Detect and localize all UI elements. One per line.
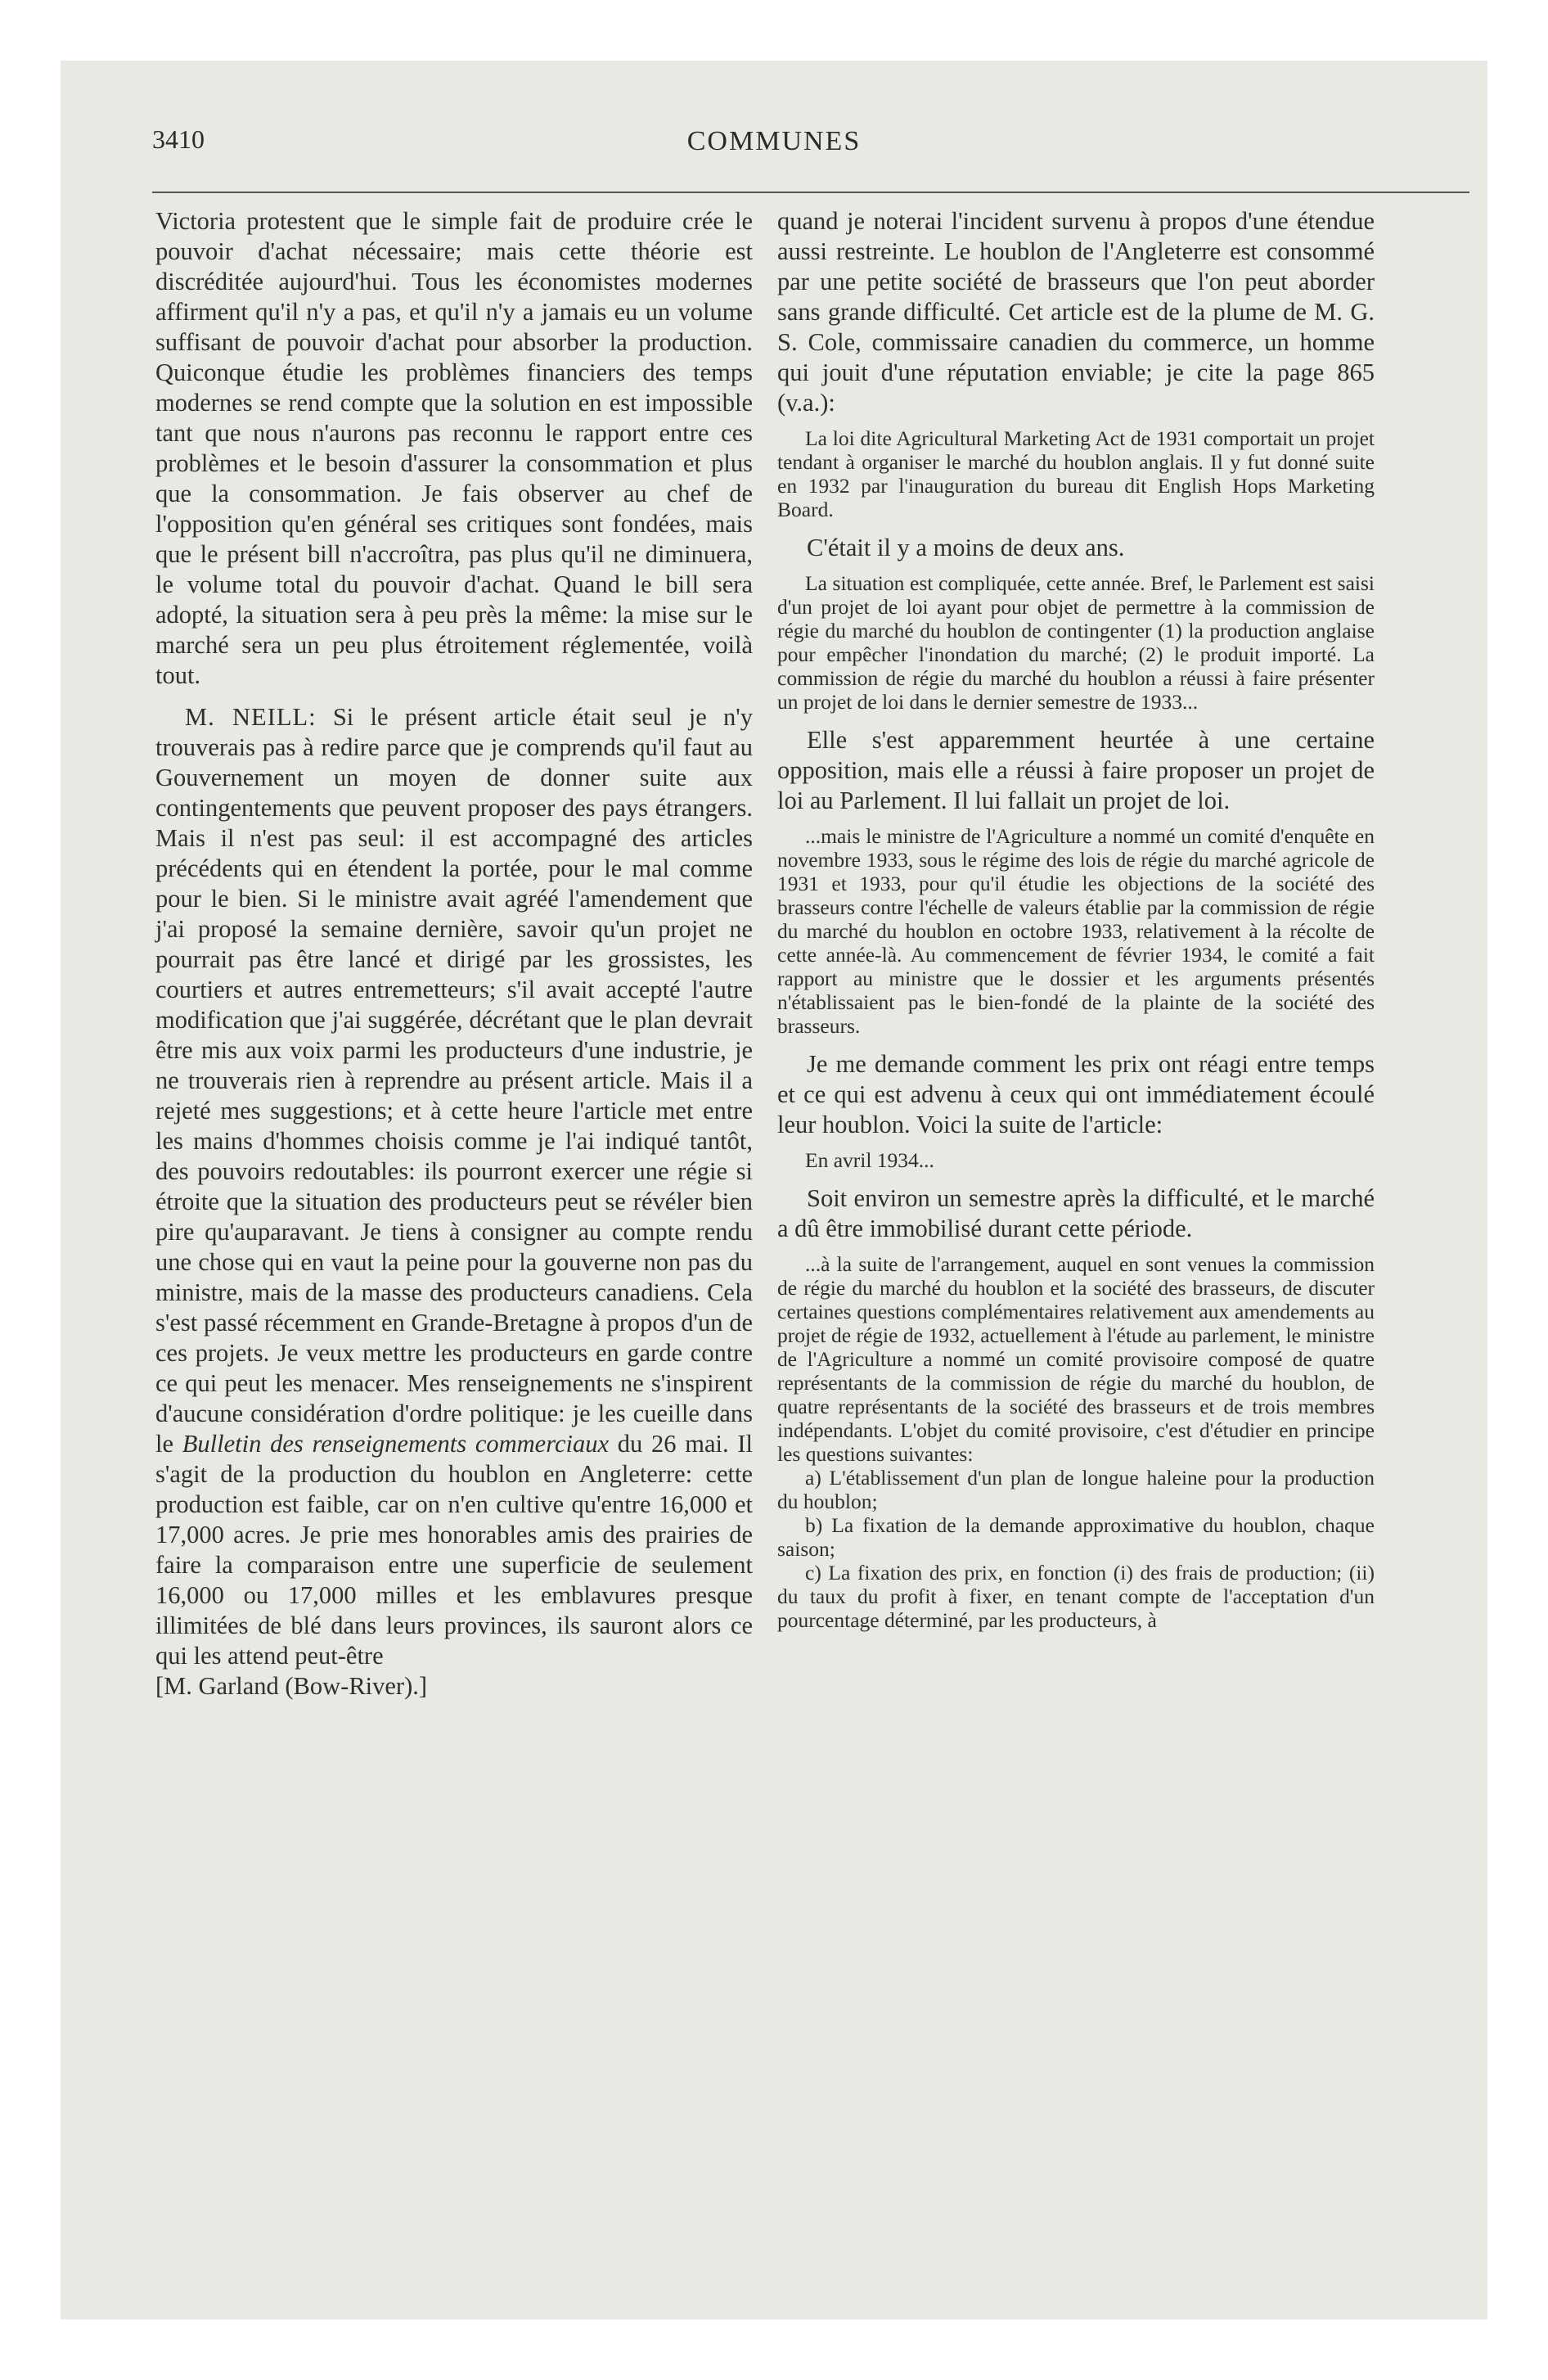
quotation: En avril 1934...: [805, 1148, 934, 1172]
list-item: a) L'établissement d'un plan de longue haleine pour la production du houblon;: [777, 1466, 1375, 1513]
paragraph: Victoria protestent que le simple fait de produire crée le pouvoir d'achat nécessaire; mais cette théorie est discréditée aujourd'hui. Tous les économistes modernes affirment qu'il n'y a pas, et qu'il n'y a jamais eu un volume suffisant de pouvoir d'achat pour absorber la production. Quiconque étudie les problèmes financiers des temps modernes se rend compte que la solution en est impossible tant que nous n'aurons pas reconnu le rapport entre ces problèmes et le besoin d'assurer la consommation et plus que la consommation. Je fais observer au chef de l'opposition qu'en général ses critiques sont fondées, mais que le présent bill n'accroîtra, pas plus qu'il ne diminuera, le volume total du pouvoir d'achat. Quand le bill sera adopté, la situation sera à peu près la même: la mise sur le marché sera un peu plus étroitement réglementée, voilà tout.: [155, 207, 753, 689]
list-item: b) La fixation de la demande approximative du houblon, chaque saison;: [777, 1513, 1375, 1561]
quotation: ...mais le ministre de l'Agriculture a nommé un comité d'enquête en novembre 1933, sous le régime des lois de régie du marché agricole de 1931 et 1933, pour qu'il étudie les objections de la société des brasseurs contre l'échelle de valeurs établie par la commission de régie du marché du houblon en octobre 1933, relativement à la récolte de cette année-là. Au commencement de février 1934, le comité a fait rapport au ministre que le dossier et les arguments présentés n'établissaient pas le bien-fondé de la plainte de la société des brasseurs.: [777, 824, 1375, 1038]
running-title: COMMUNES: [686, 126, 862, 156]
page-header: [61, 124, 1487, 160]
paragraph: quand je noterai l'incident survenu à propos d'une étendue aussi restreinte. Le houblon de l'Angleterre est consommé par une petite société de brasseurs que l'on peut aborder sans grande difficulté. Cet article est de la plume de M. G. S. Cole, commissaire canadien du commerce, un homme qui jouit d'une réputation enviable; je cite la page 865 (v.a.):: [777, 207, 1375, 417]
paragraph: Je me demande comment les prix ont réagi entre temps et ce qui est advenu à ceux qui ont immédiatement écoulé leur houblon. Voici la suite de l'article:: [777, 1050, 1375, 1138]
quotation: ...à la suite de l'arrangement, auquel en sont venues la commission de régie du marché du houblon et la société des brasseurs, de discuter certaines questions complémentaires relativement aux amendements au projet de régie de 1932, actuellement à l'étude au parlement, le ministre de l'Agriculture a nommé un comité provisoire composé de quatre représentants de la commission de régie du marché du houblon, de quatre représentants de la société des brasseurs et de trois membres indépendants. L'objet du comité provisoire, c'est d'étudier en principe les questions suivantes:: [777, 1252, 1375, 1466]
quotation: La situation est compliquée, cette année. Bref, le Parlement est saisi d'un projet de loi ayant pour objet de permettre à la commission de régie du marché du houblon de contingenter (1) la production anglaise pour empêcher l'inondation du marché; (2) le produit importé. La commission de régie du marché du houblon a réussi à faire présenter un projet de loi dans le dernier semestre de 1933...: [777, 571, 1375, 714]
right-column: [777, 206, 1375, 1632]
paragraph-neill: [155, 702, 753, 1671]
paragraph-text-tail: du 26 mai. Il s'agit de la production du houblon en Angleterre: cette production est faible, car on n'en cultive qu'entre 16,000 et 17,000 acres. Je prie mes honorables amis des prairies de faire la comparaison entre une superficie de seulement 16,000 ou 17,000 milles et les emblavures presque illimitées de blé dans leurs provinces, ils sauront alors ce qui les attend peut-être: [155, 1430, 753, 1670]
speaker-name: M. NEILL:: [185, 703, 317, 731]
scanned-page: [61, 61, 1487, 2319]
publication-title: Bulletin des renseignements commerciaux: [182, 1430, 609, 1458]
paragraph: C'était il y a moins de deux ans.: [807, 534, 1125, 561]
paragraph: Elle s'est apparemment heurtée à une certaine opposition, mais elle a réussi à faire proposer un projet de loi au Parlement. Il lui fallait un projet de loi.: [777, 726, 1375, 814]
quotation: La loi dite Agricultural Marketing Act de 1931 comportait un projet tendant à organiser le marché du houblon anglais. Il y fut donné suite en 1932 par l'inauguration du bureau dit English Hops Marketing Board.: [777, 426, 1375, 521]
paragraph: Soit environ un semestre après la difficulté, et le marché a dû être immobilisé durant cette période.: [777, 1184, 1375, 1242]
paragraph-text: Si le présent article était seul je n'y trouverais pas à redire parce que je comprends qu'il faut au Gouvernement un moyen de donner suite aux contingentements que peuvent proposer des pays étrangers. Mais il n'est pas seul: il est accompagné des articles précédents qui en étendent la portée, pour le mal comme pour le bien. Si le ministre avait agréé l'amendement que j'ai proposé la semaine dernière, savoir qu'un projet ne pourrait pas être lancé et dirigé par les grossistes, les courtiers et autres entremetteurs; s'il avait accepté l'autre modification que j'ai suggérée, décrétant que le plan devrait être mis aux voix parmi les producteurs d'une industrie, je ne trouverais rien à reprendre au présent article. Mais il a rejeté mes suggestions; et à cette heure l'article met entre les mains d'hommes choisis comme je l'ai indiqué tantôt, des pouvoirs redoutables: ils pourront exercer une régie si étroite que la situation des producteurs peut se révéler bien pire qu'auparavant. Je tiens à consigner au compte rendu une chose qui en vaut la peine pour la gouverne non pas du ministre, mais de la masse des producteurs canadiens. Cela s'est passé récemment en Grande-Bretagne à propos d'un de ces projets. Je veux mettre les producteurs en garde contre ce qui peut les menacer. Mes renseignements ne s'inspirent d'aucune considération d'ordre politique: je les cueille dans le: [155, 703, 753, 1458]
page-number: 3410: [152, 124, 205, 154]
list-item: c) La fixation des prix, en fonction (i) des frais de production; (ii) du taux du profit à fixer, en tenant compte de l'acceptation d'un pourcentage déterminé, par les producteurs, à: [777, 1561, 1375, 1632]
left-column: [155, 206, 753, 1702]
header-rule: [152, 192, 1469, 193]
speaker-note: [M. Garland (Bow-River).]: [155, 1672, 428, 1700]
